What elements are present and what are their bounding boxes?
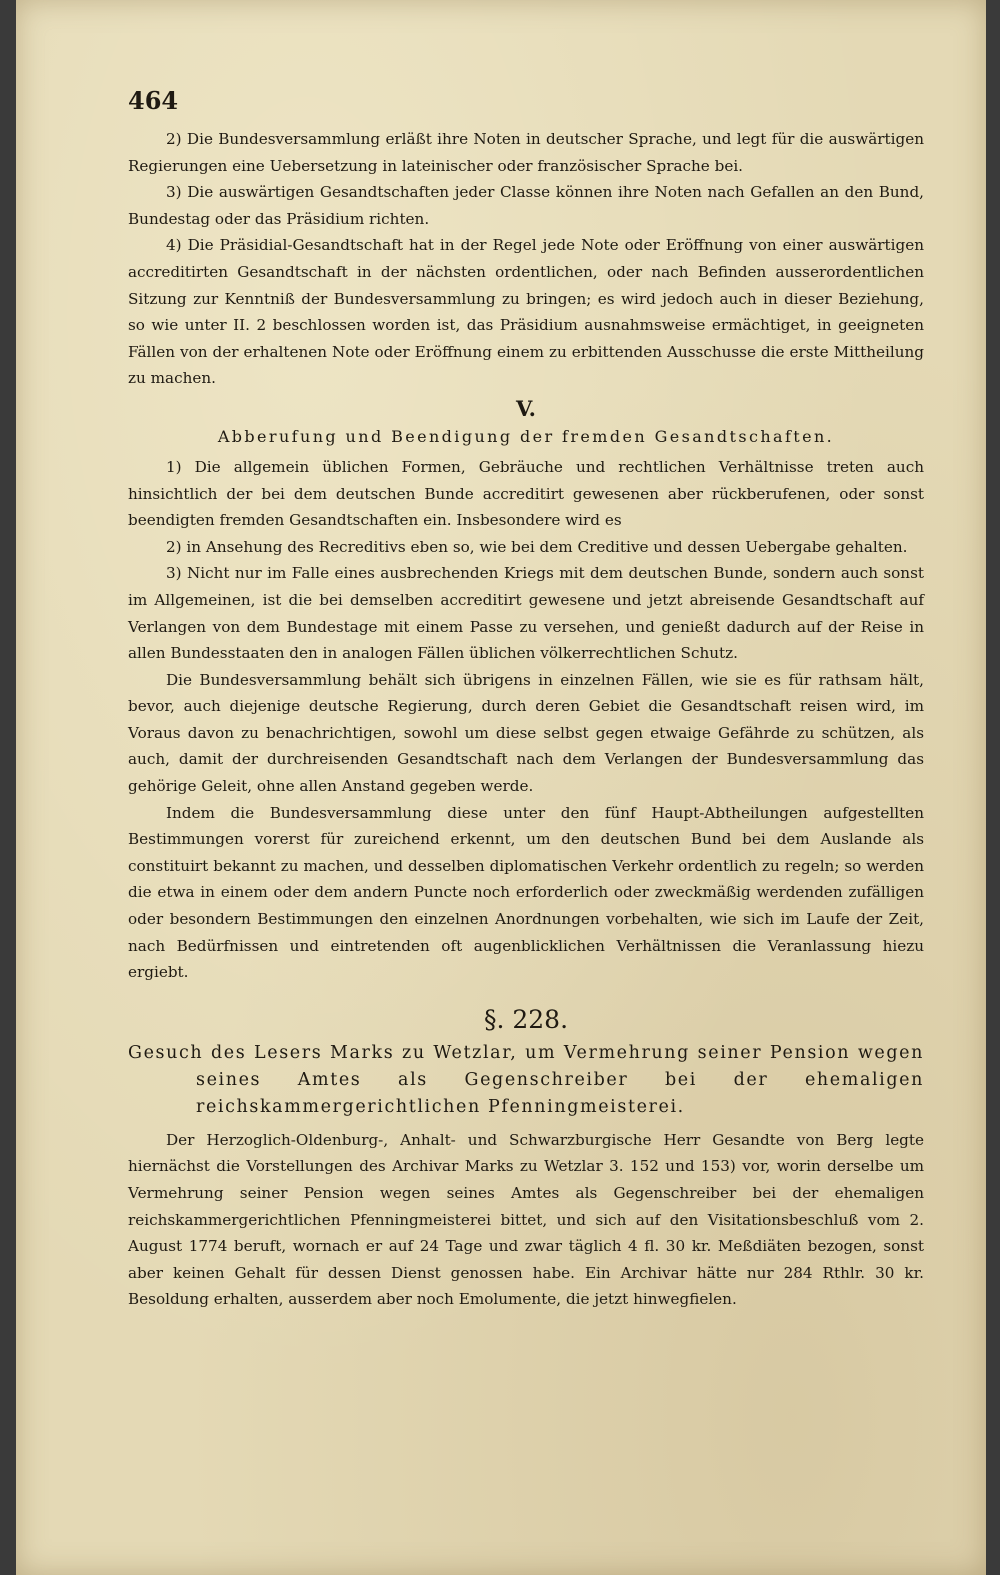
- section-paragraph-3: 3) Nicht nur im Falle eines ausbrechenden Kriegs mit dem deutschen Bunde, sondern auch sonst im Allgemeinen, ist die bei demselben accreditirt gewesene und jetzt abreisende Gesandtschaft auf Verlangen von dem Bundestage mit einem Passe zu versehen, und genießt dadurch auf der Reise in allen Bundesstaaten den in analogen Fällen üblichen völkerrechtlichen Schutz.: [128, 564, 924, 663]
- paragraph-sign-heading: §. 228.: [483, 1004, 569, 1034]
- section-number: V.: [516, 395, 536, 421]
- section-paragraph-5: Indem die Bundesversammlung diese unter den fünf Haupt-Abtheilungen aufgestellten Bestimmungen vorerst für zureichend erkennt, um den deutschen Bund bei dem Auslande als constituirt bekannt zu machen, und desselben diplomatischen Verkehr ordentlich zu regeln; so werden die etwa in einem oder dem andern Puncte noch erforderlich oder zweckmäßig werdenden zufälligen oder besondern Bestimmungen den einzelnen Anordnungen vorbehalten, wie sich im Laufe der Zeit, nach Bedürfnissen und eintretenden oft augenblicklichen Verhältnissen die Veranlassung hiezu ergiebt.: [128, 803, 924, 982]
- section-paragraph-4: Die Bundesversammlung behält sich übrigens in einzelnen Fällen, wie sie es für rathsam hält, bevor, auch diejenige deutsche Regierung, durch deren Gebiet die Gesandtschaft reisen wird, im Voraus davon zu benachrichtigen, sowohl um diese selbst gegen etwaige Gefährde zu schützen, als auch, damit der durchreisenden Gesandtschaft nach dem Verlangen der Bundesversammlung das gehörige Geleit, ohne allen Anstand gegeben werde.: [128, 670, 924, 796]
- paragraph-3-foreign-notes: 3) Die auswärtigen Gesandtschaften jeder Classe können ihre Noten nach Gefallen an den Bund, Bundestag oder das Präsidium richten.: [128, 183, 924, 228]
- paragraph-4-presidial-legation: 4) Die Präsidial-Gesandtschaft hat in der Regel jede Note oder Eröffnung von einer auswärtigen accreditirten Gesandtschaft in der nächsten ordentlichen, oder nach Befinden ausserordentlichen Sitzung zur Kenntniß der Bundesversammlung zu bringen; es wird jedoch auch in dieser Beziehung, so wie unter II. 2 beschlossen worden ist, das Präsidium ausnahmsweise ermächtiget, in geeigneten Fällen von der erhaltenen Note oder Eröffnung einem zu erbittenden Ausschusse die erste Mittheilung zu machen.: [128, 236, 924, 388]
- section-title: Abberufung und Beendigung der fremden Gesandtschaften.: [217, 426, 835, 446]
- page-text: [128, 86, 924, 1313]
- closing-paragraph: Der Herzoglich-Oldenburg-, Anhalt- und Schwarzburgische Herr Gesandte von Berg legte hiernächst die Vorstellungen des Archivar Marks zu Wetzlar 3. 152 und 153) vor, worin derselbe um Vermehrung seiner Pension wegen seines Amtes als Gegenschreiber bei der ehemaligen reichskammergerichtlichen Pfenningmeisterei bittet, und sich auf den Visitationsbeschluß vom 2. August 1774 beruft, wornach er auf 24 Tage und zwar täglich 4 fl. 30 kr. Meßdiäten bezogen, sonst aber keinen Gehalt für dessen Dienst genossen habe. Ein Archivar hätte nur 284 Rthlr. 30 kr. Besoldung erhalten, ausserdem aber noch Emolumente, die jetzt hinwegfielen.: [128, 1130, 924, 1309]
- paragraph-title: Gesuch des Lesers Marks zu Wetzlar, um Vermehrung seiner Pension wegen seines Amtes als Gegenschreiber bei der ehemaligen reichskammergerichtlichen Pfenningmeisterei.: [128, 1042, 924, 1117]
- page-number: 464: [128, 86, 179, 115]
- section-paragraph-1: 1) Die allgemein üblichen Formen, Gebräuche und rechtlichen Verhältnisse treten auch hinsichtlich der bei dem deutschen Bunde accreditirt gewesenen aber rückberufenen, oder sonst beendigten fremden Gesandtschaften ein. Insbesondere wird es: [128, 457, 924, 530]
- section-paragraph-2: 2) in Ansehung des Recreditivs eben so, wie bei dem Creditive und dessen Uebergabe gehalten.: [166, 537, 908, 556]
- paragraph-2-notes-language: 2) Die Bundesversammlung erläßt ihre Noten in deutscher Sprache, und legt für die auswärtigen Regierungen eine Uebersetzung in lateinischer oder französischer Sprache bei.: [128, 130, 924, 175]
- scanned-page: [16, 0, 986, 1575]
